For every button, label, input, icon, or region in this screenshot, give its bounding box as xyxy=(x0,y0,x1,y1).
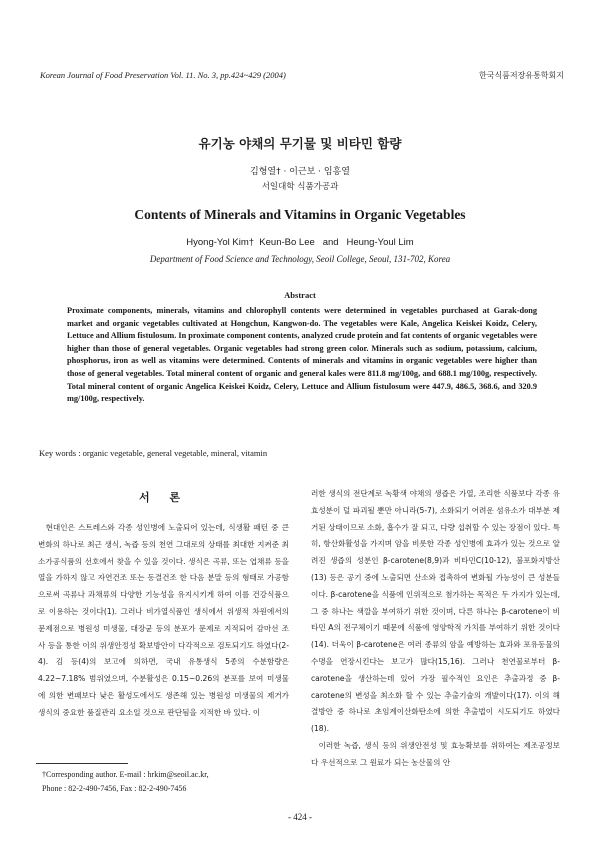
society-name: 한국식품저장유통학회지 xyxy=(478,71,564,80)
footnote-email: †Corresponding author. E-mail : hrkim@seoil.ac.kr, xyxy=(42,770,209,779)
journal-citation: Korean Journal of Food Preservation Vol. 11. No. 3, pp.424~429 (2004) xyxy=(40,70,286,80)
footnote-phone: Phone : 82-2-490-7456, Fax : 82-2-490-7456 xyxy=(42,784,187,793)
korean-title: 유기농 야채의 무기물 및 비타민 함량 xyxy=(198,136,402,151)
running-header xyxy=(36,70,564,84)
intro-paragraph-2: 이러한 녹즙, 생식 등의 위생안전성 및 효능확보를 위하여는 제조공정보다 우선적으로 그 원료가 되는 농산물의 안 xyxy=(311,740,560,767)
intro-paragraph-1-continued: 러한 생식의 전단계로 녹황색 야채의 생즙은 가열, 조리한 식품보다 각종 유효성분이 덜 파괴될 뿐만 아니라(5-7), 소화되기 어려운 섬유소가 대부분 제거된 상태이므로 소화, 흡수가 잘 되고, 다량 섭취할 수 있는 장점이 있다. 특히, 항산화활성을 가지며 암을 비롯한 각종 성인병에 효과가 있는 것으로 알려진 생즙의 성분인 β-carotene(8,9)과 비타민C(10-12), 불포화지방산(13) 등은 공기 중에 노출되면 산소와 접촉하여 변화될 가능성이 큰 성분들이다. β-carotene을 식품에 인위적으로 첨가하는 목적은 두 가지가 있는데, 그 중 하나는 색깔을 부여하기 위한 것이며, 다른 하나는 β-carotene이 비타민 A의 전구체이기 때문에 식품에 영양학적 가치를 부여하기 위한 것이다(14). 더욱이 β-carotene은 여러 종류의 암을 예방하는 효과와 포유동물의 수명을 연장시킨다는 보고가 많다(15,16). 그러나 천연물로부터 β-carotene을 생산하는데 있어 가장 필수적인 요인은 추출과정 중 β-carotene의 변성을 최소화 할 수 있는 추출기술의 개발이다(17). 이의 해결방안 중 하나로 초임계이산화탄소에 의한 추출법이 시도되기도 하였다(18). xyxy=(311,489,560,734)
korean-authors: 김형열† · 이근보 · 임흥열 xyxy=(250,167,350,177)
english-authors: Hyong-Yol Kim† Keun-Bo Lee and Heung-Youl Lim xyxy=(186,237,414,248)
footnote xyxy=(42,768,302,796)
english-affiliation: Department of Food Science and Technology, Seoil College, Seoul, 131-702, Korea xyxy=(149,254,451,264)
left-column xyxy=(38,520,289,722)
keywords: Key words : organic vegetable, general vegetable, mineral, vitamin xyxy=(39,448,268,458)
abstract-heading: Abstract xyxy=(284,290,316,300)
abstract-text: Proximate components, minerals, vitamins and chlorophyll contents were determined in vegetables purchased at Garak-dong market and organic vegetables cultivated at Hongchun, Kangwon-do. The vegetables were Kale, Angelica Keiskei Koidz, Celery, Lettuce and Allium fistulosum. In proximate component contents, analyzed crude protein and fat contents of organic vegetables were higher than those of general vegetables. Organic vegetables had strong green color. Minerals such as sodium, potassium, calcium, phosphorus, iron as well as vitamins were determined. Contents of minerals and vitamins in organic vegetables were higher than those of general vegetables. Total mineral content of organic and general kales were 811.8 mg/100g, and 688.1 mg/100g, respectively. Total mineral content of organic Angelica Keiskei Koidz, Celery, Lettuce and Allium fistulosum were 447.9, 486.5, 368.6, and 320.9 mg/100g, respectively. xyxy=(67,306,537,404)
intro-paragraph-1: 현대인은 스트레스와 각종 성인병에 노출되어 있는데, 식생활 패턴 중 큰 변화의 하나로 최근 생식, 녹즙 등의 천연 그대로의 상태를 최대한 지켜준 최소가공식품의 선호에서 찾을 수 있을 것이다. 생식은 곡류, 또는 엽채류 등을 열을 가하지 않고 자연건조 또는 동결건조 한 다음 분말 등의 형태로 가공함으로써 곡류나 과채류의 다양한 기능성을 유지시키게 하여 이를 건강식품으로 이용하는 것이다(1). 그러나 비가열식품인 생식에서 위생적 차원에서의 문제점으로 병원성 미생물, 대장균 등의 분포가 문제로 지적되어 감마선 조사 등을 통한 이의 위생안정성 확보방안이 다각적으로 검토되기도 하였다(2-4). 김 등(4)의 보고에 의하면, 국내 유통생식 5종의 수분함량은 4.22~7.18% 범위였으며, 수분활성은 0.15~0.26의 분포를 보여 미생물에 의한 변패보다 낮은 활성도에서도 생존해 있는 병원성 미생물의 제거가 생식의 중요한 품질관리 요소일 것으로 판단됨을 지적한 바 있다. 이 xyxy=(38,523,289,717)
right-column xyxy=(311,486,560,772)
footnote-rule xyxy=(36,763,128,764)
page-number: - 424 - xyxy=(288,812,312,822)
section-heading-introduction: 서 론 xyxy=(138,491,189,504)
english-title: Contents of Minerals and Vitamins in Organic Vegetables xyxy=(134,207,466,222)
korean-affiliation: 서일대학 식품가공과 xyxy=(261,182,339,192)
